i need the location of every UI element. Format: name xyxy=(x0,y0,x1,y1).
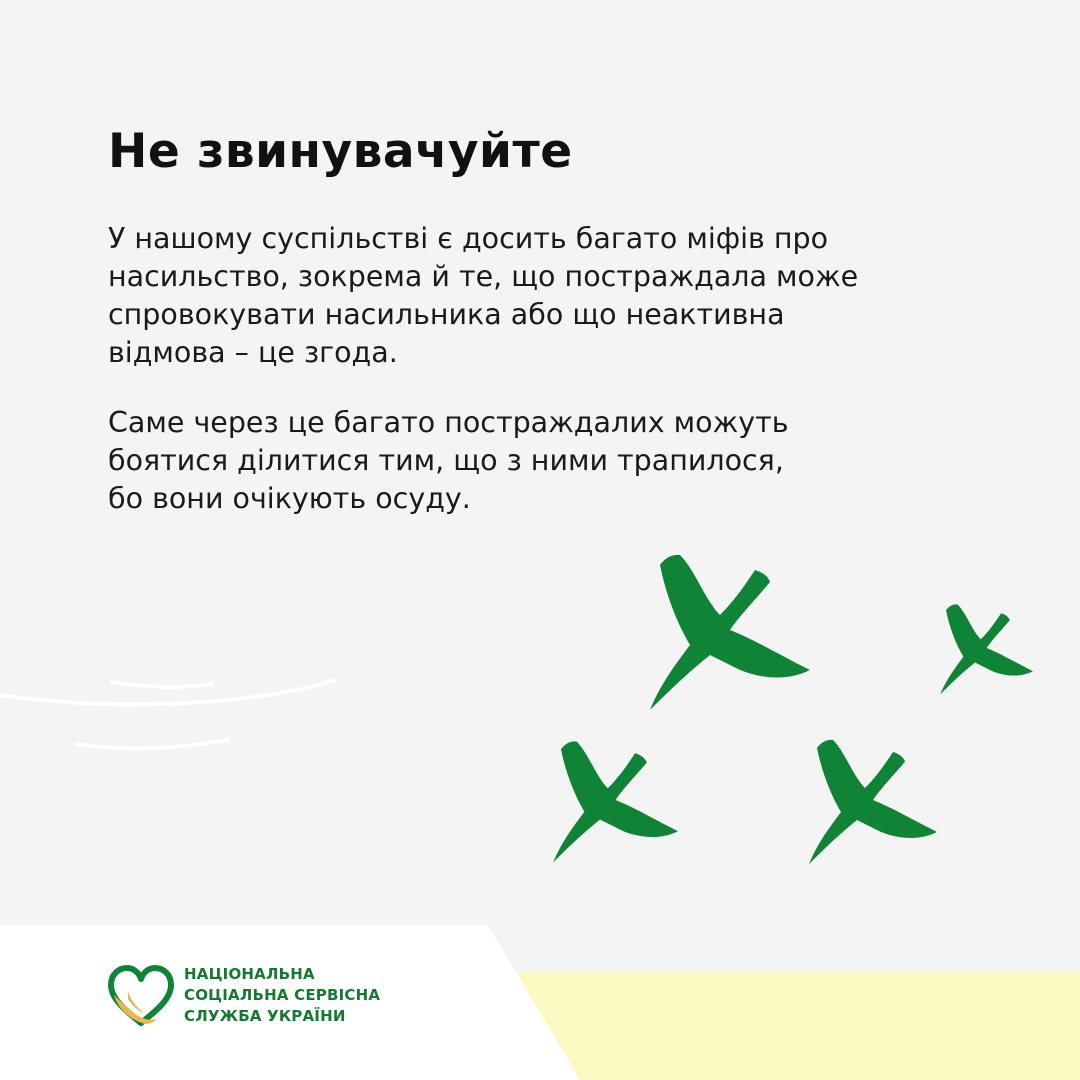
logo-line-3: СЛУЖБА УКРАЇНИ xyxy=(184,1007,346,1025)
green-x-mark xyxy=(809,740,937,864)
logo-line-2: СОЦІАЛЬНА СЕРВІСНА xyxy=(184,986,381,1004)
paragraph-fear: Саме через це багато постраждалих можуть боятися ділитися тим, що з ними трапилося, бо вони очікують осуду. xyxy=(108,406,789,515)
page-title: Не звинувачуйте xyxy=(108,124,573,179)
green-x-mark xyxy=(650,555,810,710)
logo-text xyxy=(184,964,380,1027)
green-x-mark xyxy=(553,741,678,862)
green-x-mark xyxy=(940,604,1033,694)
logo-line-1: НАЦІОНАЛЬНА xyxy=(184,965,315,983)
paragraph-myths: У нашому суспільстві є досить багато міфів про насильство, зокрема й те, що постраждала може спровокувати насильника або що неактивна відмова – це згода. xyxy=(108,222,859,369)
organization-logo xyxy=(108,964,380,1027)
heart-hands-logo-icon xyxy=(108,965,174,1027)
